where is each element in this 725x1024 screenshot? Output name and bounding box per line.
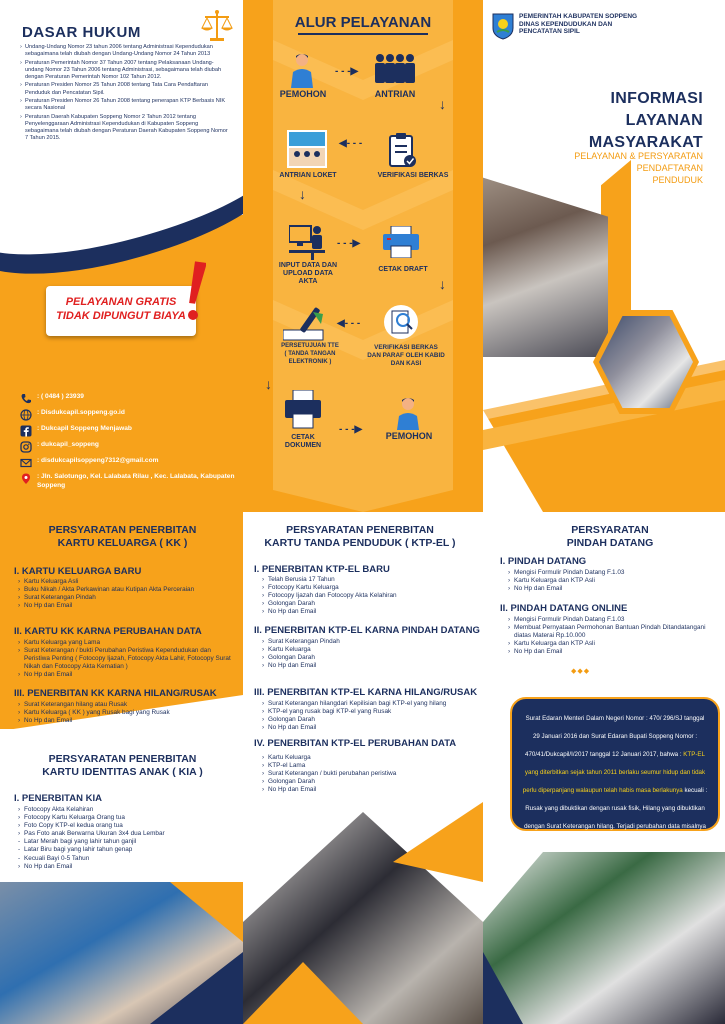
person-icon bbox=[287, 52, 317, 88]
pindah-list-2: › Mengisi Formulir Pindah Datang F.1.03 › Membuat Pernyataan Permohonan Bantuan Pindah Ditandatangani diatas Materai Rp.10.000 › Kartu Keluarga dan KTP Asli › No Hp dan Email bbox=[508, 616, 713, 656]
arrow-down-icon: ↓ bbox=[299, 186, 306, 202]
panel-dasar-hukum bbox=[0, 0, 243, 512]
kk-list-2: › Kartu Keluarga yang Lama › Surat Keterangan / bukti Perubahan Peristiwa Kependudukan dan Peristiwa Penting ( Fotocopy Ijazah, Fotocopy Akta Lahir, Fotocopy Surat Nikah dan Fotocopy Akta Kematian ) › No Hp dan Email bbox=[18, 639, 233, 679]
step-pemohon-end: PEMOHON bbox=[385, 431, 433, 441]
kk-section-3: III. PENERBITAN KK KARNA HILANG/RUSAK bbox=[14, 688, 217, 699]
facebook-icon bbox=[20, 425, 32, 437]
arrow-down-icon: ↓ bbox=[439, 96, 446, 112]
verify-search-icon bbox=[383, 304, 419, 340]
kia-list-1: › Fotocopy Akta Kelahiran › Fotocopy Kartu Keluarga Orang tua › Foto Copy KTP-el kedua orang tua › Pas Foto anak Berwarna Ukuran 3x4 dua Lembar - Latar Merah bagi yang lahir tahun ganjil - Latar Biru bagi yang lahir tahun genap - Kecuali Bayi 0-5 Tahun › No Hp dan Email bbox=[18, 806, 233, 871]
law-list bbox=[20, 44, 232, 144]
contact-facebook[interactable]: : Dukcapil Soppeng Menjawab bbox=[20, 425, 235, 437]
step-tte: PERSETUJUAN TTE ( TANDA TANGAN ELEKTRONIK ) bbox=[281, 343, 339, 365]
printer-icon bbox=[383, 226, 419, 258]
mail-icon bbox=[20, 457, 32, 469]
diamond-ornament: ◆◆◆ bbox=[571, 668, 591, 675]
step-cetak-dokumen: CETAK DOKUMEN bbox=[284, 434, 322, 449]
ktp-list-3: › Surat Keterangan hilangdari Kepilisian bagi KTP-el yang hilang › KTP-el yang rusak bagi KTP-el yang Rusak › Golongan Darah › No Hp dan Email bbox=[262, 700, 477, 732]
panel-alur-pelayanan bbox=[243, 0, 483, 512]
dasar-hukum-title: DASAR HUKUM bbox=[22, 24, 141, 41]
kia-section-1: I. PENERBITAN KIA bbox=[14, 793, 102, 804]
kia-photo bbox=[0, 882, 243, 1024]
arrow-right-icon: - - -▶ bbox=[339, 424, 363, 435]
pindah-list-1: › Mengisi Formulir Pindah Datang F.1.03 › Kartu Keluarga dan KTP Asli › No Hp dan Email bbox=[508, 569, 718, 593]
law-item: › Peraturan Daerah Kabupaten Soppeng Nomor 2 Tahun 2012 tentang Penyelenggaraan Administrasi Kependudukan di Kabupaten Soppeng sebagaimana telah diubah dengan Peraturan Daerah Kabupaten Soppeng Nomor 7 Tahun 2015. bbox=[20, 114, 232, 142]
kk-section-1: I. KARTU KELUARGA BARU bbox=[14, 566, 142, 577]
person-icon bbox=[393, 396, 423, 430]
scales-of-justice-icon bbox=[200, 8, 234, 44]
kk-section-2: II. KARTU KK KARNA PERUBAHAN DATA bbox=[14, 626, 202, 637]
panel-cover bbox=[483, 0, 725, 512]
step-pemohon: PEMOHON bbox=[279, 89, 327, 99]
title-underline bbox=[298, 33, 428, 35]
ktp-title: PERSYARATAN PENERBITAN KARTU TANDA PENDUDUK ( KTP-EL ) bbox=[264, 524, 456, 549]
circular-notice: Surat Edaran Menteri Dalam Negeri Nomor : 470/ 296/SJ tanggal 29 Januari 2016 dan Surat Edaran Bupati Soppeng Nomor : 470/41/Dukcapil/I/2017 tanggal 12 Januari 2017, bahwa : KTP-EL yang diterbitkan sejak tahun 2011 berlaku seumur hidup dan tidak perlu diperpanjang walaupun telah habis masa berlakunya kecuali : Rusak yang dibuktikan dengan rusak fisik, Hilang yang dibuktikan dengan Surat Keterangan hilang. Terjadi perubahan data misalnya status perkawinan dan gelar kesarjanaan , pindah/ datang bbox=[510, 697, 720, 831]
arrow-left-icon: ◀- - - bbox=[339, 138, 363, 149]
panel-requirements bbox=[0, 512, 725, 1024]
cover-title: INFORMASI LAYANAN MASYARAKAT bbox=[588, 90, 703, 151]
contact-list bbox=[20, 393, 235, 494]
kk-list-1: › Kartu Keluarga Asli › Buku Nikah / Akta Perkawinan atau Kutipan Akta Perceraian › Surat Keterangan Pindah › No Hp dan Email bbox=[18, 578, 233, 610]
step-cetak-draft: CETAK DRAFT bbox=[378, 266, 428, 273]
free-line-2: TIDAK DIPUNGUT BIAYA bbox=[56, 310, 186, 322]
map-pin-icon bbox=[20, 473, 32, 485]
ktp-section-2: II. PENERBITAN KTP-EL KARNA PINDAH DATANG bbox=[254, 625, 480, 636]
counter-queue-icon bbox=[287, 130, 327, 168]
ktp-list-1: › Telah Berusia 17 Tahun › Fotocopy Kartu Keluarga › Fotocopy Ijazah dan Fotocopy Akta Kelahiran › Golongan Darah › No Hp dan Email bbox=[262, 576, 477, 616]
law-item: › Peraturan Presiden Nomor 26 Tahun 2008 tentang penerapan KTP Berbasis NIK secara Nasional bbox=[20, 98, 232, 112]
kia-title: PERSYARATAN PENERBITAN KARTU IDENTITAS ANAK ( KIA ) bbox=[42, 753, 203, 778]
ktp-list-2: › Surat Keterangan Pindah › Kartu Keluarga › Golongan Darah › No Hp dan Email bbox=[262, 638, 477, 670]
ktp-section-1: I. PENERBITAN KTP-EL BARU bbox=[254, 564, 390, 575]
team-photo bbox=[483, 852, 725, 1024]
arrow-down-icon: ↓ bbox=[439, 276, 446, 292]
ktp-section-3: III. PENERBITAN KTP-EL KARNA HILANG/RUSAK bbox=[254, 687, 478, 698]
free-line-1: PELAYANAN GRATIS bbox=[65, 296, 177, 308]
pindah-section-1: I. PINDAH DATANG bbox=[500, 556, 587, 567]
law-item: › Peraturan Presiden Nomor 25 Tahun 2008 tentang Tata Cara Pendaftaran Penduduk dan Pencatatan Sipil. bbox=[20, 82, 232, 96]
contact-address: : Jln. Salotungo, Kel. Lalabata Rilau , Kec. Lalabata, Kabupaten Soppeng bbox=[20, 473, 235, 490]
signature-icon bbox=[283, 306, 327, 342]
ktp-list-4: › Kartu Keluarga › KTP-el Lama › Surat Keterangan / bukti perubahan peristiwa › Golongan Darah › No Hp dan Email bbox=[262, 754, 477, 794]
step-verifikasi: VERIFIKASI BERKAS bbox=[377, 172, 449, 179]
gov-header: PEMERINTAH KABUPATEN SOPPENG DINAS KEPENDUDUKAN DAN PENCATATAN SIPIL bbox=[519, 13, 638, 36]
contact-email[interactable]: : disdukcapilsoppeng7312@gmail.com bbox=[20, 457, 235, 469]
instagram-icon bbox=[20, 441, 32, 453]
pindah-title: PERSYARATAN PINDAH DATANG bbox=[566, 524, 654, 549]
step-antrian-loket: ANTRIAN LOKET bbox=[279, 172, 337, 179]
law-item: › Undang-Undang Nomor 23 tahun 2006 tentang Administrasi Kependudukan sebagaimana telah diubah dengan Undang-Undang Nomor 24 Tahun 2013 bbox=[20, 44, 232, 58]
soppeng-logo-icon bbox=[491, 12, 515, 40]
free-service-notice bbox=[46, 286, 196, 336]
computer-user-icon bbox=[289, 222, 325, 260]
contact-web[interactable]: : Disdukcapil.soppeng.go.id bbox=[20, 409, 235, 421]
arrow-left-icon: ◀- - - bbox=[337, 318, 361, 329]
step-input-data: INPUT DATA DAN UPLOAD DATA AKTA bbox=[278, 262, 338, 285]
recording-photo bbox=[243, 802, 483, 1024]
alur-title: ALUR PELAYANAN bbox=[294, 14, 432, 31]
service-photo bbox=[483, 162, 608, 357]
phone-icon bbox=[20, 393, 32, 405]
contact-phone: : ( 0484 ) 23939 bbox=[20, 393, 235, 405]
kk-list-3: › Surat Keterangan hilang atau Rusak › Kartu Keluarga ( KK ) yang Rusak bagi yang Rusak › No Hp dan Email bbox=[18, 701, 233, 725]
arrow-right-icon: - - -▶ bbox=[335, 66, 359, 77]
globe-icon bbox=[20, 409, 32, 421]
clipboard-check-icon bbox=[387, 132, 417, 168]
step-antrian: ANTRIAN bbox=[374, 89, 416, 99]
print-document-icon bbox=[285, 390, 321, 430]
exclamation-icon bbox=[182, 260, 206, 324]
arrow-right-icon: - - -▶ bbox=[337, 238, 361, 249]
step-verifikasi-paraf: VERIFIKASI BERKAS DAN PARAF OLEH KABID DAN KASI bbox=[367, 344, 445, 367]
contact-instagram[interactable]: : dukcapil_soppeng bbox=[20, 441, 235, 453]
ktp-section-4: IV. PENERBITAN KTP-EL PERUBAHAN DATA bbox=[254, 738, 457, 749]
pindah-section-2: II. PINDAH DATANG ONLINE bbox=[500, 603, 628, 614]
queue-people-icon bbox=[373, 52, 417, 86]
arrow-down-icon: ↓ bbox=[265, 376, 272, 392]
kk-title: PERSYARATAN PENERBITAN KARTU KELUARGA ( KK ) bbox=[48, 524, 197, 549]
law-item: › Peraturan Pemerintah Nomor 37 Tahun 2007 tentang Pelaksanaan Undang-undang Nomor 23 Tahun 2006 tentang Administrasi, sebagaimana telah diubah dengan Peraturan Pemerintah Nomor 102 Tahun 2012. bbox=[20, 60, 232, 81]
cover-subtitle: PELAYANAN & PERSYARATAN PENDAFTARAN PENDUDUK bbox=[574, 151, 703, 185]
